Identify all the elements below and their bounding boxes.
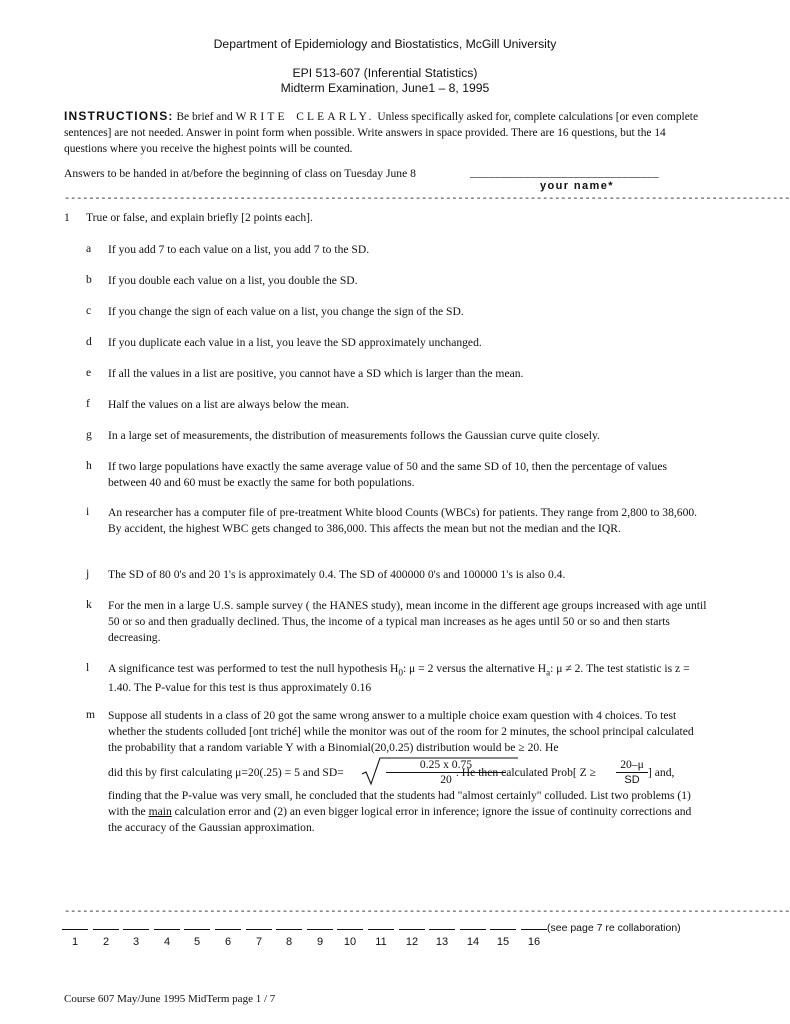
score-blank[interactable] xyxy=(154,929,180,930)
item-letter: d xyxy=(86,335,92,348)
calc-end: ] and, xyxy=(648,766,675,779)
item-text: Half the values on a list are always below the mean. xyxy=(108,398,350,411)
instructions-block xyxy=(64,108,704,157)
instructions-body: Unless specifically asked for, complete calculations [or even complete sentences] are not needed. Answer in point form when possible. Write answers in space provided. There are 16 questions, but the 14 questions where you receive the highest points will be counted. xyxy=(64,111,698,155)
score-number: 9 xyxy=(316,936,324,948)
item-text: If two large populations have exactly the same average value of 50 and the same SD of 10, then the percentage of values between 40 and 60 must be exactly the same for both populations. xyxy=(108,460,667,489)
score-blank[interactable] xyxy=(460,929,486,930)
instructions-colon: : xyxy=(168,109,174,123)
name-line[interactable]: _______________________________ xyxy=(470,166,660,179)
calc-lead: did this by first calculating μ=20(.25) = 5 and SD= xyxy=(108,766,344,779)
question-title: True or false, and explain briefly [2 points each]. xyxy=(86,211,313,224)
score-blank[interactable] xyxy=(123,929,149,930)
separator-bottom: ------------------------------------------------------------------------------------------------------------------------ xyxy=(64,906,790,918)
item-letter: k xyxy=(86,598,92,611)
score-number: 10 xyxy=(343,936,357,948)
item-letter: f xyxy=(86,397,90,410)
score-number: 7 xyxy=(255,936,263,948)
score-number: 4 xyxy=(163,936,171,948)
score-number: 6 xyxy=(224,936,232,948)
item-text: The SD of 80 0's and 20 1's is approximately 0.4. The SD of 400000 0's and 100000 1's is also 0.4. xyxy=(108,568,566,581)
score-blank[interactable] xyxy=(368,929,394,930)
item-letter: g xyxy=(86,428,92,441)
z-numerator: 20–μ xyxy=(616,758,648,773)
z-denominator: SD xyxy=(624,774,640,786)
exam-title: Midterm Examination, June1 – 8, 1995 xyxy=(280,81,490,95)
item-letter: i xyxy=(86,505,90,518)
score-blank[interactable] xyxy=(246,929,272,930)
item-l-text xyxy=(108,661,708,696)
your-name-label: your name* xyxy=(540,180,614,192)
collaboration-note: (see page 7 re collaboration) xyxy=(547,922,681,934)
item-letter: m xyxy=(86,708,96,721)
item-letter: j xyxy=(86,567,90,580)
item-text: An researcher has a computer file of pre-treatment White blood Counts (WBCs) for patients. They range from 2,800 to 38,600. By accident, the highest WBC gets changed to 386,000. This affects the mean but not the median and the IQR. xyxy=(108,506,698,535)
score-number: 14 xyxy=(466,936,480,948)
score-blank[interactable] xyxy=(93,929,119,930)
item-m-calculation xyxy=(108,758,708,788)
ha-subscript: a xyxy=(546,667,551,678)
instructions-clearly: CLEARLY. xyxy=(296,111,375,123)
score-number: 11 xyxy=(375,936,387,948)
score-blank[interactable] xyxy=(184,929,210,930)
question-number: 1 xyxy=(64,211,70,224)
item-text: For the men in a large U.S. sample survey ( the HANES study), mean income in the different age groups increased with age until 50 or so and then gradually declined. Thus, the income of a typical man increases as he ages until 50 or so and then starts decreasing. xyxy=(108,599,707,644)
department-heading: Department of Epidemiology and Biostatistics, McGill University xyxy=(213,37,557,51)
item-text: If you change the sign of each value on a list, you change the sign of the SD. xyxy=(108,305,464,318)
item-m-text2: finding that the P-value was very small, he concluded that the students had "almost certainly" colluded. List two problems (1) with the xyxy=(108,789,691,818)
item-text: If you duplicate each value in a list, you leave the SD approximately unchanged. xyxy=(108,336,482,349)
score-blank[interactable] xyxy=(276,929,302,930)
calc-mid: . He then calculated Prob[ Z ≥ xyxy=(456,766,596,779)
score-number: 3 xyxy=(132,936,140,948)
score-number: 15 xyxy=(496,936,510,948)
instructions-label: INSTRUCTIONS xyxy=(64,109,169,123)
item-letter: b xyxy=(86,273,92,286)
score-number: 13 xyxy=(435,936,449,948)
course-title: EPI 513-607 (Inferential Statistics) xyxy=(292,66,478,80)
score-blank[interactable] xyxy=(490,929,516,930)
item-text: If you add 7 to each value on a list, you add 7 to the SD. xyxy=(108,243,370,256)
sd-numerator: 0.25 x 0.75 xyxy=(386,758,506,773)
score-blank[interactable] xyxy=(215,929,241,930)
item-letter: c xyxy=(86,304,92,317)
score-blank[interactable] xyxy=(62,929,88,930)
h0-subscript: 0 xyxy=(398,667,403,678)
item-letter: e xyxy=(86,366,92,379)
item-l-part3: : μ ≠ 2. The test statistic is z = 1.40. The P-value for this test is thus approximately 0.16 xyxy=(108,662,690,695)
item-text: If you double each value on a list, you double the SD. xyxy=(108,274,358,287)
score-number: 12 xyxy=(405,936,419,948)
score-blank[interactable] xyxy=(337,929,363,930)
score-number: 1 xyxy=(71,936,79,948)
score-number: 8 xyxy=(285,936,293,948)
handin-text: Answers to be handed in at/before the beginning of class on Tuesday June 8 xyxy=(64,167,416,180)
score-number: 2 xyxy=(102,936,110,948)
page-footer: Course 607 May/June 1995 MidTerm page 1 / 7 xyxy=(64,993,276,1005)
item-letter: h xyxy=(86,459,92,472)
score-blank[interactable] xyxy=(307,929,333,930)
item-letter: l xyxy=(86,661,90,674)
score-number: 5 xyxy=(193,936,201,948)
item-l-part1: A significance test was performed to test the null hypothesis H xyxy=(108,662,399,675)
instructions-write: WRITE xyxy=(235,111,288,123)
sd-denominator: 20 xyxy=(440,773,452,786)
item-m-text3: calculation error and (2) an even bigger logical error in inference; ignore the issue of continuity corrections and the accuracy of the Gaussian approximation. xyxy=(108,805,692,834)
item-l-part2: : μ = 2 versus the alternative H xyxy=(402,662,547,675)
z-fraction xyxy=(616,758,648,787)
item-m-part2 xyxy=(108,788,708,836)
instructions-lead: Be brief and xyxy=(173,111,236,123)
score-blank[interactable] xyxy=(521,929,547,930)
score-number: 16 xyxy=(527,936,541,948)
item-text: If all the values in a list are positive, you cannot have a SD which is larger than the mean. xyxy=(108,367,524,380)
item-text: In a large set of measurements, the distribution of measurements follows the Gaussian curve quite closely. xyxy=(108,429,600,442)
separator-top: ------------------------------------------------------------------------------------------------------------------------ xyxy=(64,193,790,205)
item-letter: a xyxy=(86,242,92,255)
item-m-part1: Suppose all students in a class of 20 got the same wrong answer to a multiple choice exam question with 4 choices. To test whether the students colluded [ont triché] while the monitor was out of the room for 2 minutes, the school principal calculated the probability that a random variable Y with a Binomial(20,0.25) distribution would be ≥ 20. He xyxy=(108,709,694,754)
main-word: main xyxy=(148,805,172,818)
score-blank[interactable] xyxy=(429,929,455,930)
score-blank[interactable] xyxy=(399,929,425,930)
